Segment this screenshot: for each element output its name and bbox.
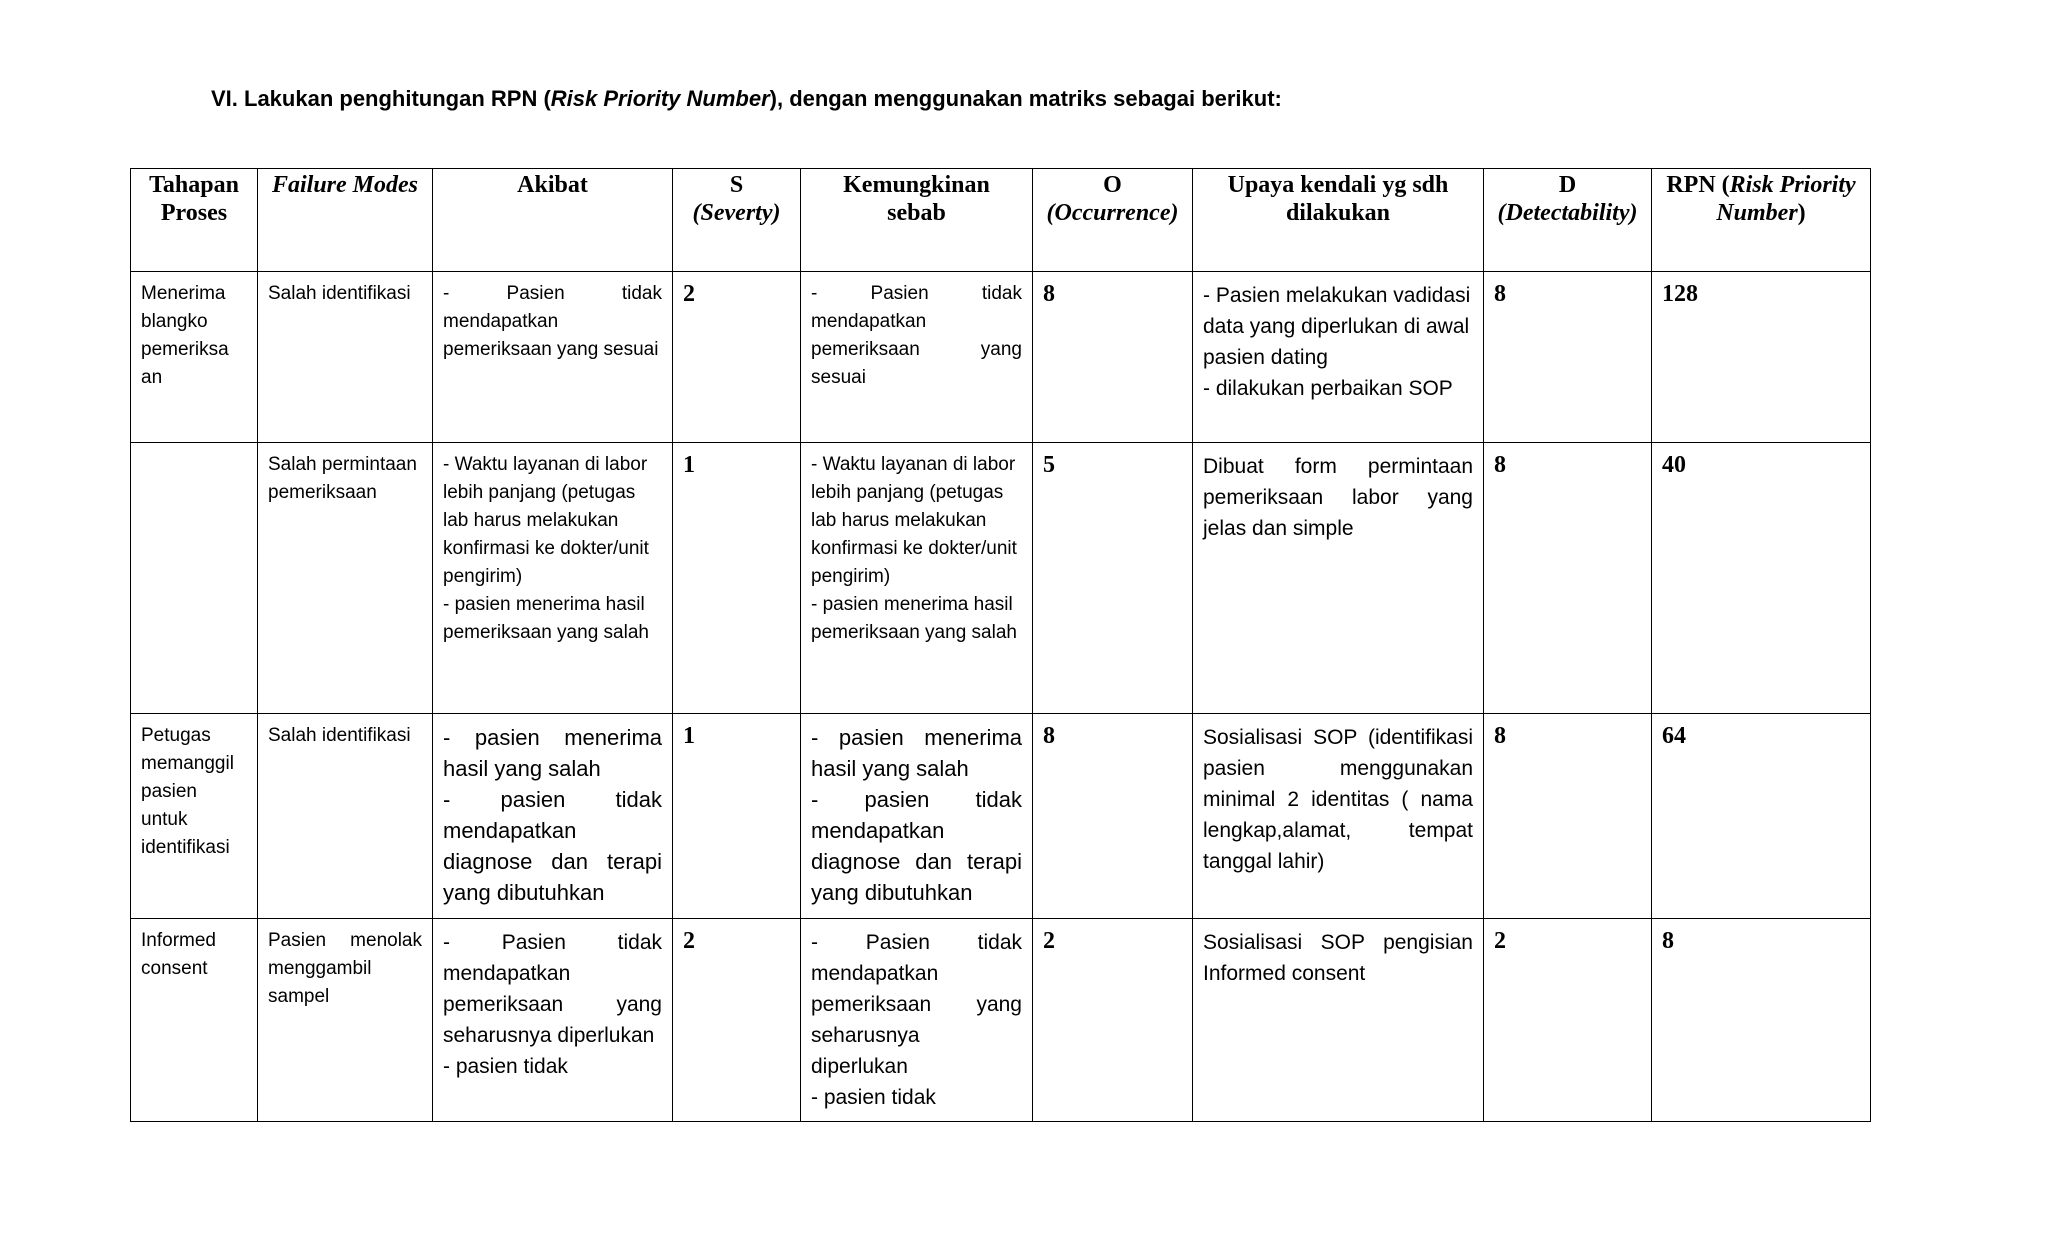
header-row [131,169,1871,272]
heading-suffix: ), dengan menggunakan matriks sebagai berikut: [769,86,1282,111]
cell-upaya: Sosialisasi SOP pengisian Informed consent [1193,919,1484,1122]
cell-kemungkinan: - Waktu layanan di labor lebih panjang (petugas lab harus melakukan konfirmasi ke dokter/unit pengirim) - pasien menerima hasil pemeriksaan yang salah [801,443,1033,714]
cell-upaya: Sosialisasi SOP (identifikasi pasien menggunakan minimal 2 identitas ( nama lengkap,alamat, tempat tanggal lahir) [1193,714,1484,919]
cell-akibat: - Pasien tidak mendapatkan pemeriksaan yang seharusnya diperlukan - pasien tidak [433,919,673,1122]
heading-italic: Risk Priority Number [550,86,770,111]
cell-severity: 1 [673,443,801,714]
cell-severity: 2 [673,919,801,1122]
cell-tahapan: Informed consent [131,919,258,1122]
cell-akibat: - pasien menerima hasil yang salah - pasien tidak mendapatkan diagnose dan terapi yang dibutuhkan [433,714,673,919]
header-severity: S (Severty) [673,169,801,272]
table-row [131,919,1871,1122]
cell-rpn: 40 [1652,443,1871,714]
rpn-matrix-table [130,168,1871,1122]
cell-severity: 1 [673,714,801,919]
header-akibat: Akibat [433,169,673,272]
cell-kemungkinan: - Pasien tidak mendapatkan pemeriksaan yang seharusnya diperlukan - pasien tidak [801,919,1033,1122]
cell-severity: 2 [673,272,801,443]
cell-detectability: 8 [1484,443,1652,714]
header-upaya: Upaya kendali yg sdh dilakukan [1193,169,1484,272]
cell-akibat: - Waktu layanan di labor lebih panjang (petugas lab harus melakukan konfirmasi ke dokter/unit pengirim) - pasien menerima hasil pemeriksaan yang salah [433,443,673,714]
table-row [131,443,1871,714]
cell-kemungkinan: - pasien menerima hasil yang salah - pasien tidak mendapatkan diagnose dan terapi yang dibutuhkan [801,714,1033,919]
cell-rpn: 64 [1652,714,1871,919]
header-detectability: D (Detectability) [1484,169,1652,272]
header-failure-modes: Failure Modes [258,169,433,272]
cell-rpn: 8 [1652,919,1871,1122]
cell-failure: Salah identifikasi [258,714,433,919]
cell-occurrence: 2 [1033,919,1193,1122]
header-kemungkinan: Kemungkinan sebab [801,169,1033,272]
header-tahapan: Tahapan Proses [131,169,258,272]
cell-failure: Salah permintaan pemeriksaan [258,443,433,714]
cell-rpn: 128 [1652,272,1871,443]
table-row [131,272,1871,443]
cell-failure: Pasien menolak menggambil sampel [258,919,433,1122]
heading-prefix: VI. Lakukan penghitungan RPN ( [211,86,551,111]
cell-akibat: - Pasien tidak mendapatkan pemeriksaan yang sesuai [433,272,673,443]
table-row [131,714,1871,919]
header-rpn: RPN (Risk Priority Number) [1652,169,1871,272]
section-heading [211,86,1282,112]
cell-occurrence: 8 [1033,714,1193,919]
header-occurrence: O (Occurrence) [1033,169,1193,272]
cell-upaya: Dibuat form permintaan pemeriksaan labor yang jelas dan simple [1193,443,1484,714]
cell-kemungkinan: - Pasien tidak mendapatkan pemeriksaan yang sesuai [801,272,1033,443]
cell-upaya: - Pasien melakukan vadidasi data yang diperlukan di awal pasien dating - dilakukan perbaikan SOP [1193,272,1484,443]
cell-detectability: 2 [1484,919,1652,1122]
cell-detectability: 8 [1484,714,1652,919]
cell-occurrence: 8 [1033,272,1193,443]
cell-tahapan [131,443,258,714]
cell-occurrence: 5 [1033,443,1193,714]
cell-tahapan: Menerima blangko pemeriksa an [131,272,258,443]
cell-tahapan: Petugas memanggil pasien untuk identifikasi [131,714,258,919]
cell-detectability: 8 [1484,272,1652,443]
cell-failure: Salah identifikasi [258,272,433,443]
